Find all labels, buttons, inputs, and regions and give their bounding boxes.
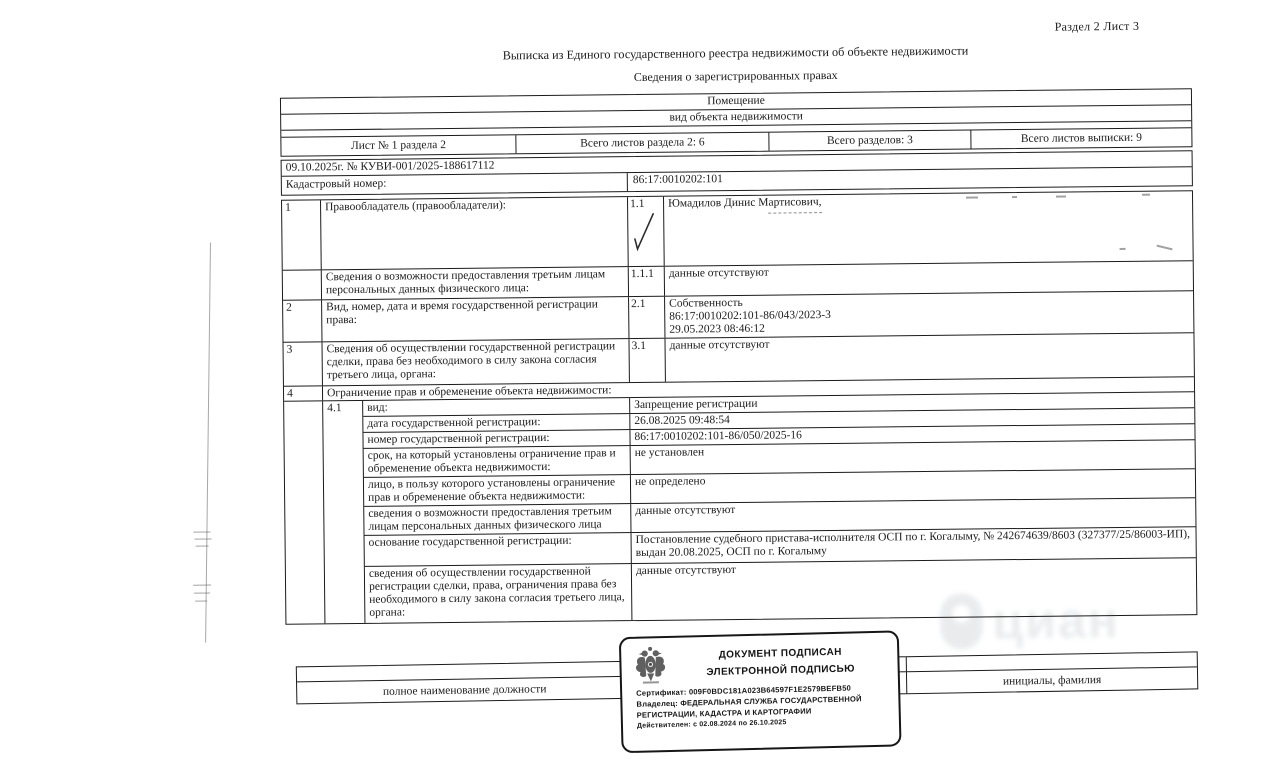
restriction-term-value: не установлен [634,446,705,460]
row-number: 1 [282,200,322,269]
registered-rights-table [281,190,1197,625]
restriction-date-value: 26.08.2025 09:48:54 [634,414,730,428]
scan-artifact-tick [193,585,211,586]
registration-label: Вид, номер, дата и время государственной регистрации права: [322,297,629,341]
header-info-table [280,88,1193,157]
sheet-number-cell: Лист № 1 раздела 2 [281,135,516,155]
redaction-dash [966,196,978,198]
table-row-rightholder [282,191,1193,271]
restriction-personal-data-value: данные отсутствуют [635,504,736,518]
rightholder-subnumber [628,197,665,266]
restrictions-subnumber: 4.1 [323,401,365,623]
watermark-text: циан [992,591,1121,650]
restriction-number-label: номер государственной регистрации: [363,430,630,448]
emblem-caption [643,681,659,683]
registration-value [665,291,1193,338]
transaction-info-label: Сведения об осуществлении государственной регистрации сделки, права без необходимого в силу закона согласия третьего лица, органа: [322,339,629,385]
restriction-term-label: срок, на который установлены ограничение прав и обременение объекта недвижимости: [364,446,631,477]
handwritten-checkmark [630,212,656,254]
scan-artifact-tick [196,546,209,547]
position-label: полное наименование должности [382,682,547,698]
restriction-transaction-value: данные отсутствуют [635,564,736,578]
object-type-label: вид объекта недвижимости [281,105,1191,131]
coat-of-arms-icon [633,645,668,686]
ownership-type: Собственность [669,296,743,310]
restriction-personal-data-label: сведения о возможности предоставления третьим лицам персональных данных физического лица [364,504,631,535]
registration-number: 86:17:0010202:101-86/043/2023-3 [669,308,831,323]
scan-artifact-tick [195,601,207,602]
restriction-row-transaction [365,558,1197,623]
redaction-dashed-underline [768,212,822,214]
stamp-title-line2: ЭЛЕКТРОННОЙ ПОДПИСЬЮ [706,663,856,679]
rightholder-name: Юмадилов Динис Мартисович, [668,196,822,210]
restriction-date-label: дата государственной регистрации: [363,414,630,432]
rightholder-value [664,191,1193,266]
restriction-number-value: 86:17:0010202:101-86/050/2025-16 [634,429,802,444]
restrictions-header-label: Ограничение прав и обременение объекта недвижимости: [326,384,612,400]
cadastral-number-value: 86:17:0010202:101 [632,173,723,187]
row-number: 4 [284,386,323,400]
personal-data-value: данные отсутствуют [668,266,769,280]
redaction-dash [1120,248,1126,250]
stamp-title-line1: ДОКУМЕНТ ПОДПИСАН [718,646,842,661]
registration-subnumber: 2.1 [629,297,665,338]
rightholder-label: Правообладатель (правообладатели): [321,197,629,269]
scan-artifact-tick [194,593,210,594]
restrictions-spacer-column [284,401,325,623]
request-info-table [281,150,1193,196]
section-sheet-header: Раздел 2 Лист 3 [1054,18,1140,34]
restriction-transaction-label: сведения об осуществлении государственной регистрации сделки, права, ограничения права без необходимого в силу закона согласия третьего лица, органа: [365,564,633,623]
total-sections-cell: Всего разделов: 3 [769,131,971,151]
stamp-owner-line1: Владелец: ФЕДЕРАЛЬНАЯ СЛУЖБА ГОСУДАРСТВЕННОЙ [636,694,862,709]
personal-data-label: Сведения о возможности предоставления третьим лицам персональных данных физического лица: [322,267,629,299]
row-number-empty [283,270,322,299]
restriction-basis-label: основание государственной регистрации: [365,533,632,566]
transaction-info-value: данные отсутствуют [669,338,770,352]
stamp-owner-line2: РЕГИСТРАЦИИ, КАДАСТРА И КАРТОГРАФИИ [636,706,812,720]
electronic-signature-stamp [619,630,902,753]
row-number: 2 [283,300,322,341]
request-date-number: 09.10.2025г. № КУВИ-001/2025-188617112 [282,151,1192,177]
position-box [296,661,634,705]
row-number: 3 [284,342,323,385]
name-box [906,651,1199,694]
redaction-dash [1142,194,1150,196]
stamp-validity: Действителен: с 02.08.2024 по 26.10.2025 [636,719,787,730]
restriction-person-value: не определено [634,475,706,489]
subnumber-text: 1.1 [630,197,645,211]
document-title: Выписка из Единого государственного реестра недвижимости об объекте недвижимости [502,43,969,63]
restriction-kind-label: вид: [363,398,630,416]
scan-artifact-vertical-line [205,243,211,643]
stamp-certificate: Сертификат: 009F0BDC181A023B64597F1E2579BEFB50 [636,683,852,698]
scan-artifact-tick [193,532,210,533]
name-label: инициалы, фамилия [1002,673,1102,688]
restrictions-subtable [284,392,1196,624]
document-subtitle: Сведения о зарегистрированных правах [633,67,838,85]
object-type-value: Помещение [281,89,1191,115]
personal-data-subnumber: 1.1.1 [629,267,665,296]
restrictions-rows [363,392,1196,623]
total-sheets-section-cell: Всего листов раздела 2: 6 [516,133,769,154]
restriction-person-label: лицо, в пользу которого установлены ограничение прав и обременение объекта недвижимости: [364,475,631,506]
scan-artifact-tick [195,538,212,539]
registration-datetime: 29.05.2023 08:46:12 [669,322,765,336]
restriction-kind-value: Запрещение регистрации [634,397,758,412]
cadastral-number-label: Кадастровый номер: [282,173,628,195]
restriction-basis-value: Постановление судебного пристава-исполнителя ОСП по г. Когалыму, № 242674639/8603 (327377/25/86003-ИП), выдан 20.08.2025, ОСП по г. Когалыму [635,528,1191,560]
redaction-dash [1012,196,1017,198]
redaction-dash [1056,196,1066,198]
transaction-info-subnumber: 3.1 [629,339,665,382]
redaction-dash [1157,245,1173,251]
total-sheets-extract-cell: Всего листов выписки: 9 [1020,131,1143,145]
